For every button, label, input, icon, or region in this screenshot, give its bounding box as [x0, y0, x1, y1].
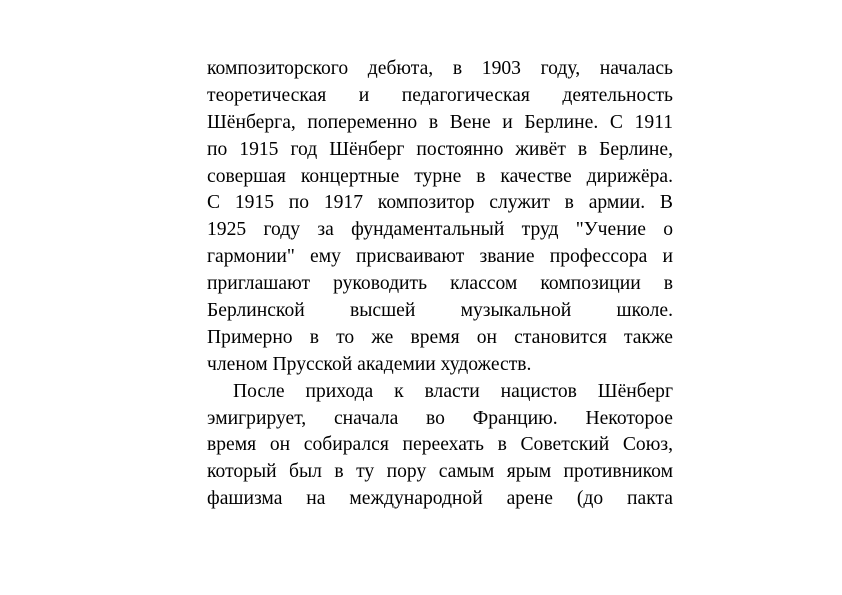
text-line: теоретическая и педагогическая деятельность — [207, 84, 673, 106]
text-line: по 1915 год Шёнберг постоянно живёт в Берлине, — [207, 138, 673, 160]
text-line: эмигрирует, сначала во Францию. Некоторое — [207, 407, 673, 429]
paragraph-1 — [207, 56, 673, 379]
body-text — [207, 56, 673, 513]
text-line: С 1915 по 1917 композитор служит в армии. В — [207, 192, 673, 214]
text-line: Шёнберга, попеременно в Вене и Берлине. С 1911 — [207, 111, 673, 133]
paragraph-2 — [207, 379, 673, 513]
text-line: композиторского дебюта, в 1903 году, началась — [207, 58, 673, 79]
text-line-last: членом Прусской академии художеств. — [207, 353, 532, 375]
text-line: гармонии" ему присваивают звание профессора и — [207, 246, 673, 268]
text-line: 1925 году за фундаментальный труд "Учение о — [207, 219, 673, 241]
text-line-first: После прихода к власти нацистов Шёнберг — [233, 380, 673, 402]
text-line: время он собирался переехать в Советский Союз, — [207, 434, 673, 456]
text-line: Примерно в то же время он становится также — [207, 326, 673, 348]
text-line: приглашают руководить классом композиции в — [207, 273, 673, 295]
text-line: Берлинской высшей музыкальной школе. — [207, 300, 673, 322]
text-line: совершая концертные турне в качестве дирижёра. — [207, 165, 673, 187]
text-line: фашизма на международной арене (до пакта — [207, 488, 673, 510]
text-line: который был в ту пору самым ярым противником — [207, 461, 673, 483]
